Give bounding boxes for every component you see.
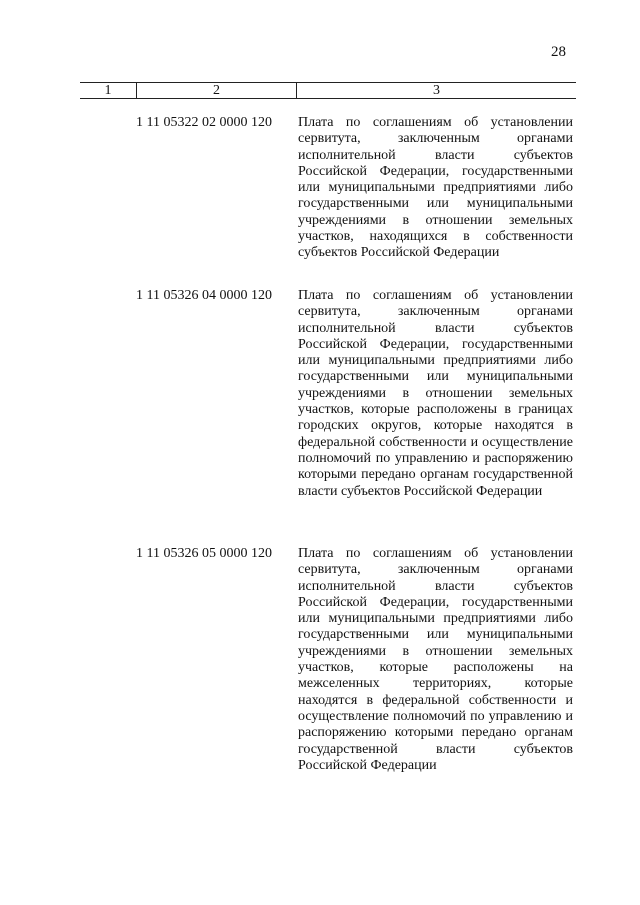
header-col-2: 2 — [213, 83, 220, 98]
revenue-description: Плата по соглашениям об установлении сервитута, заключенным органами исполнительной власти субъектов Российской Федерации, государственными или муниципальными предприятиями либо государственными или муниципальными учреждениями в отношении земельных участков, находящихся в собственности субъектов Российской Федерации — [298, 115, 573, 261]
classification-code: 1 11 05326 05 0000 120 — [136, 546, 272, 561]
table-header-row — [80, 82, 576, 99]
header-col-1: 1 — [104, 83, 112, 98]
page-number: 28 — [551, 44, 566, 60]
revenue-description: Плата по соглашениям об установлении сервитута, заключенным органами исполнительной власти субъектов Российской Федерации, государственными или муниципальными предприятиями либо государственными или муниципальными учреждениями в отношении земельных участков, которые расположены на межселенных территориях, которые находятся в федеральной собственности и осуществление полномочий по управлению и распоряжению которыми передано органам государственной власти субъектов Российской Федерации — [298, 546, 573, 773]
revenue-description: Плата по соглашениям об установлении сервитута, заключенным органами исполнительной власти субъектов Российской Федерации, государственными или муниципальными предприятиями либо государственными или муниципальными учреждениями в отношении земельных участков, которые расположены в границах городских округов, которые находятся в федеральной собственности и осуществление полномочий по управлению и распоряжению которыми передано органам государственной власти субъектов Российской Федерации — [298, 288, 573, 499]
header-col-3: 3 — [433, 83, 440, 98]
classification-code: 1 11 05322 02 0000 120 — [136, 115, 272, 130]
classification-code: 1 11 05326 04 0000 120 — [136, 288, 272, 303]
